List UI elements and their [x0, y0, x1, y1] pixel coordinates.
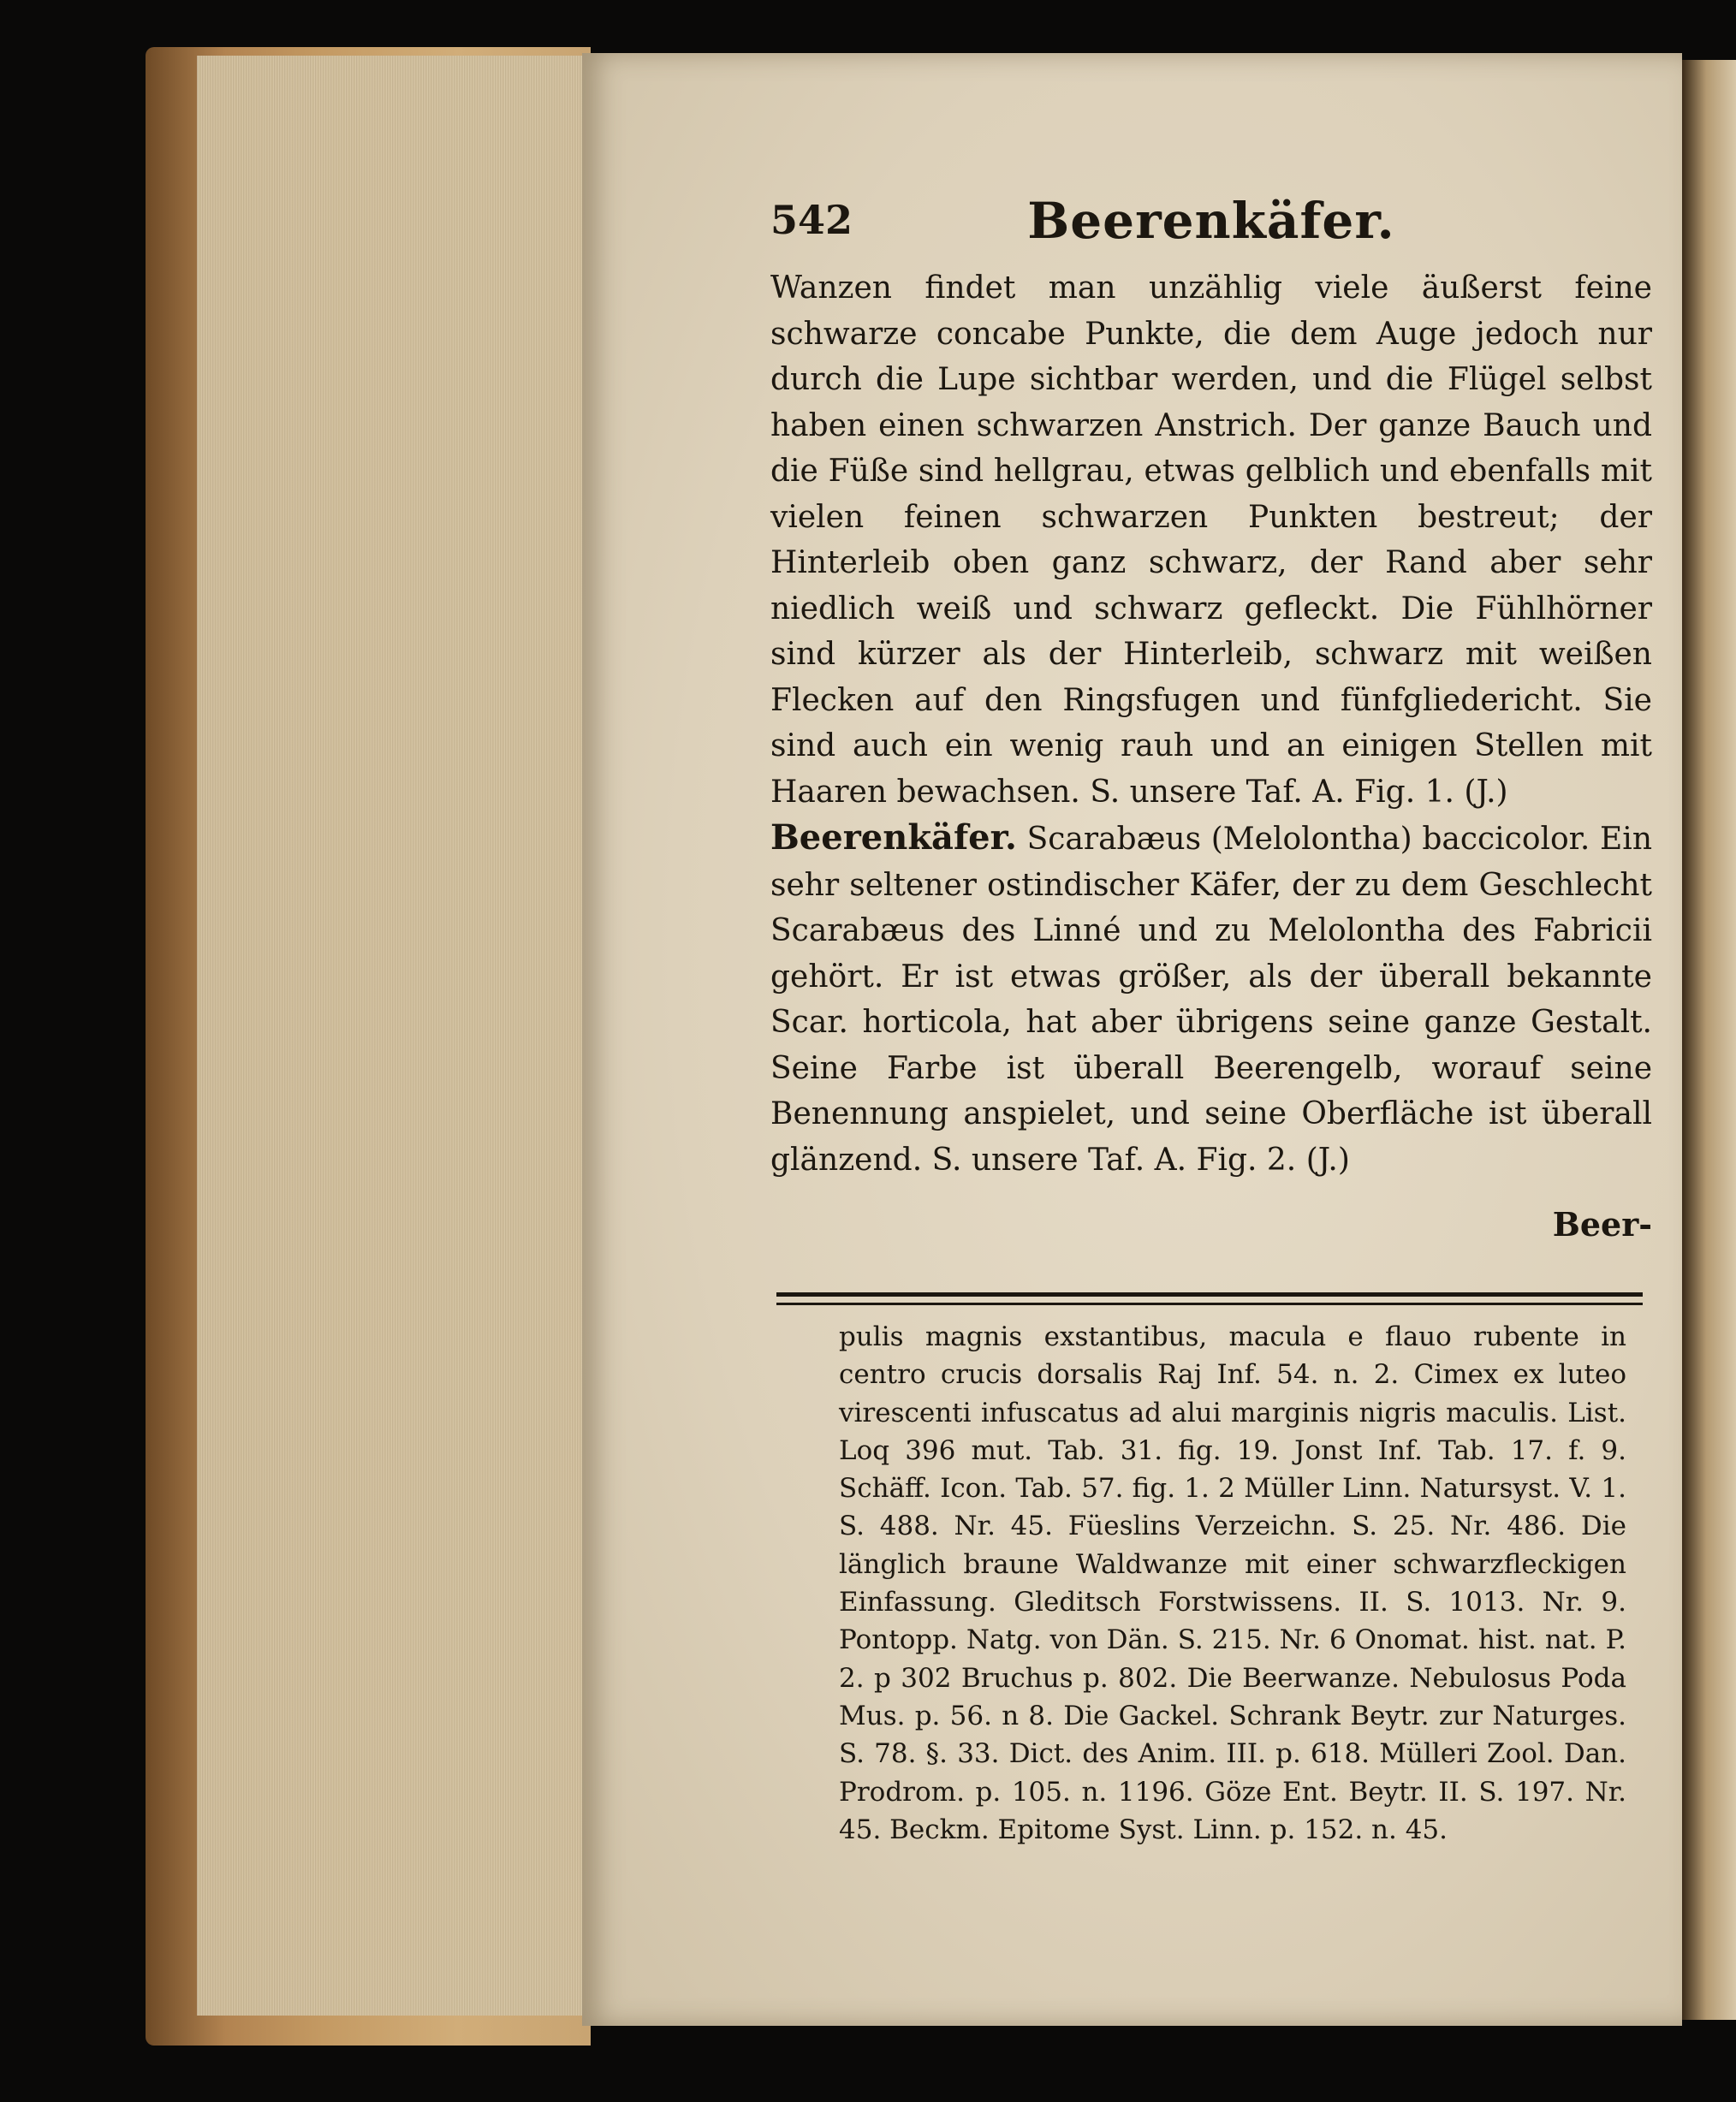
footnote: pulis magnis exstantibus, macula e flauo rubente in centro crucis dorsalis Raj Inf. 54. n. 2. Cimex ex luteo virescenti infuscatus ad alui marginis nigris maculis. List. Loq 396 mut. Tab. 31. fig. 19. Jonst Inf. Tab. 17. f. 9. Schäff. Icon. Tab. 57. fig. 1. 2 Müller Linn. Natursyst. V. 1. S. 488. Nr. 45. Füeslins Verzeichn. S. 25. Nr. 486. Die länglich braune Waldwanze mit einer schwarzfleckigen Einfassung. Gleditsch Forstwissens. II. S. 1013. Nr. 9. Pontopp. Natg. von Dän. S. 215. Nr. 6 Onomat. hist. nat. P. 2. p 302 Bruchus p. 802. Die Beerwanze. Nebulosus Poda Mus. p. 56. n 8. Die Gackel. Schrank Beytr. zur Naturges. S. 78. §. 33. Dict. des Anim. III. p. 618. Mülleri Zool. Dan. Prodrom. p. 105. n. 1196. Göze Ent. Beytr. II. S. 197. Nr. 45. Beckm. Epitome Syst. Linn. p. 152. n. 45.	[839, 1321, 1626, 1845]
entry-two-ref: S. unsere Taf. A. Fig. 2.	[931, 1142, 1297, 1178]
entry-two	[770, 815, 1652, 1183]
entry-one	[770, 265, 1652, 815]
entry-one-signature: (J.)	[1464, 774, 1508, 810]
page-header	[770, 192, 1652, 265]
facing-page-edge	[1682, 60, 1736, 2020]
footnote-rule-thin	[776, 1303, 1643, 1305]
entry-two-headword: Beerenkäfer.	[770, 817, 1017, 858]
page-block-edges	[197, 56, 591, 2016]
page-number: 542	[770, 197, 853, 243]
running-title: Beerenkäfer.	[1027, 192, 1395, 250]
page-content	[770, 192, 1652, 1244]
entry-one-ref: S. unsere Taf. A. Fig. 1.	[1090, 774, 1454, 810]
footnote-rule	[776, 1292, 1643, 1297]
entry-one-text: Wanzen findet man unzählig viele äußerst feine schwarze concabe Punkte, die dem Auge jedoch nur durch die Lupe sichtbar werden, und die Flügel selbst haben einen schwarzen Anstrich. Der ganze Bauch und die Füße sind hellgrau, etwas gelblich und ebenfalls mit vielen feinen schwarzen Punkten bestreut; der Hinterleib oben ganz schwarz, der Rand aber sehr niedlich weiß und schwarz gefleckt. Die Fühlhörner sind kürzer als der Hinterleib, schwarz mit weißen Flecken auf den Ringsfugen und fünfgliedericht. Sie sind auch ein wenig rauh und an einigen Stellen mit Haaren bewachsen.	[770, 270, 1652, 810]
catchword: Beer-	[1552, 1205, 1652, 1244]
entry-two-text: Scarabæus (Melolontha) baccicolor. Ein sehr seltener ostindischer Käfer, der zu dem Geschlecht Scarabæus des Linné und zu Melolontha des Fabricii gehört. Er ist etwas größer, als der überall bekannte Scar. horticola, hat aber übrigens seine ganze Gestalt. Seine Farbe ist überall Beerengelb, worauf seine Benennung anspielet, und seine Oberfläche ist überall glänzend.	[770, 822, 1652, 1178]
entry-two-signature: (J.)	[1305, 1142, 1350, 1178]
body-text	[770, 265, 1652, 1244]
